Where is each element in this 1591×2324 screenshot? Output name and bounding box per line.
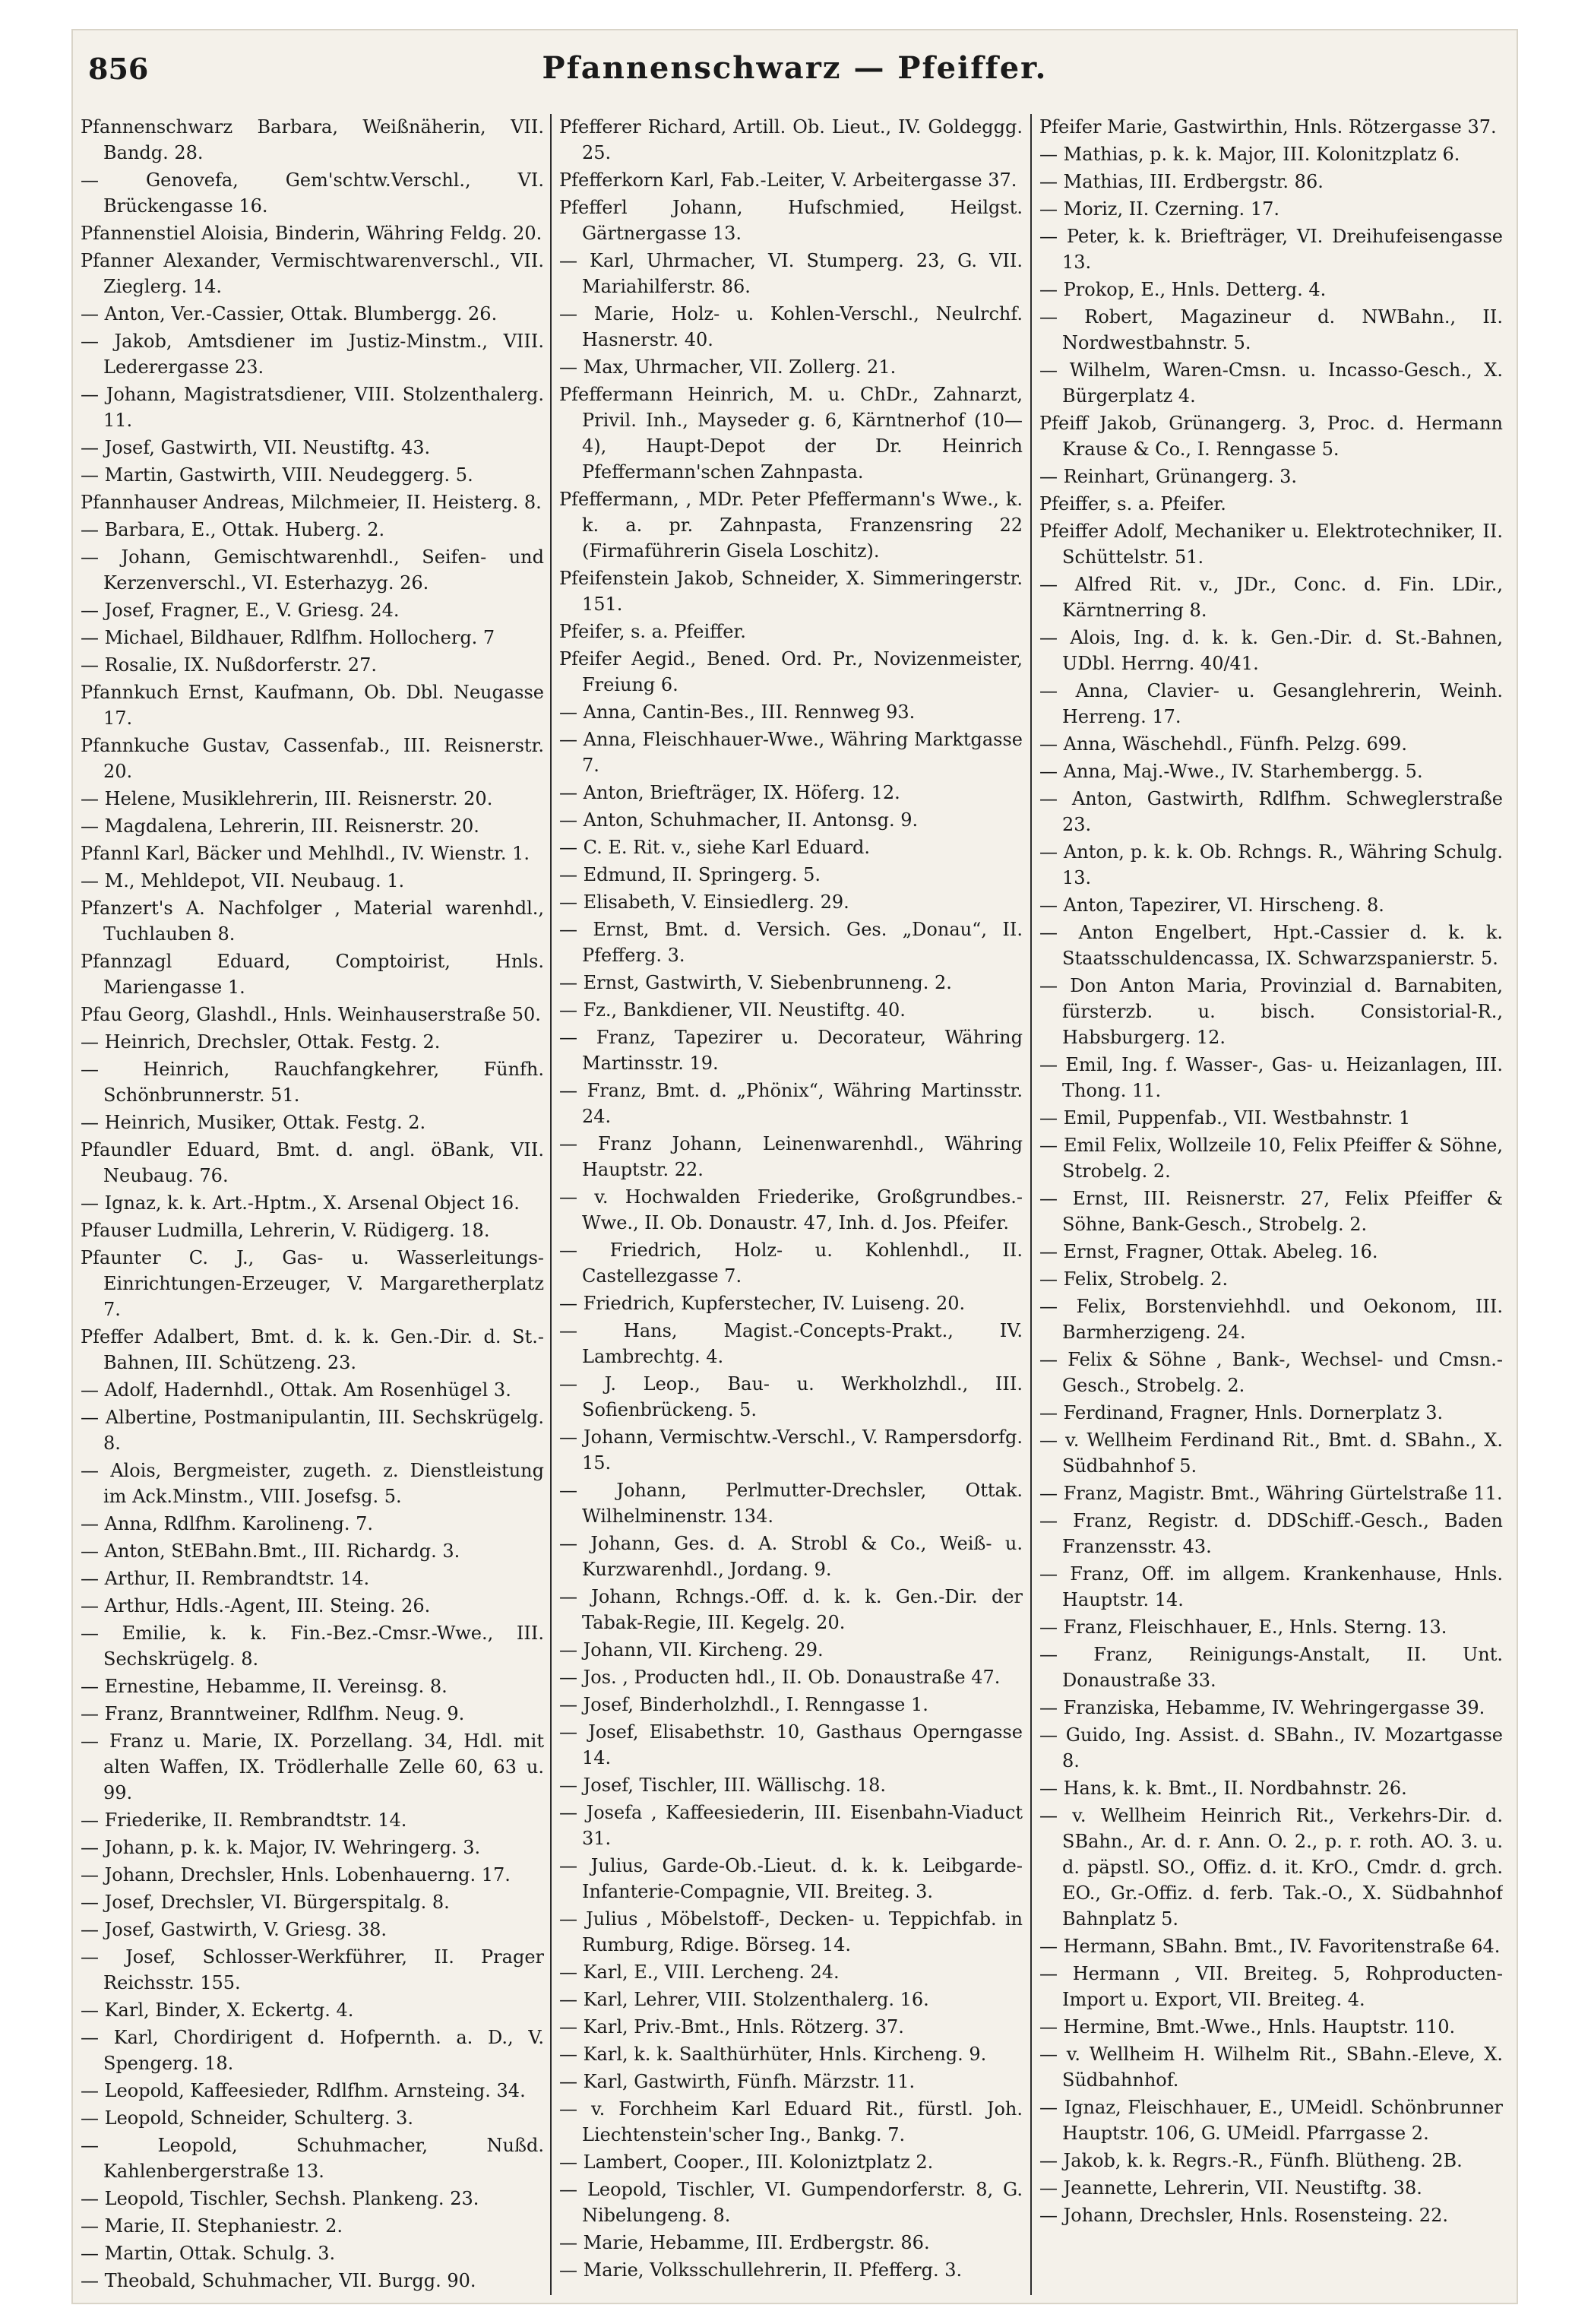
directory-entry: — Albertine, Postmanipulantin, III. Sechskrügelg. 8. (81, 1407, 544, 1454)
directory-entry: Pfaunter C. J., Gas- u. Wasserleitungs-Einrichtungen-Erzeuger, V. Margaretherplatz 7. (81, 1247, 544, 1320)
directory-entry: — Leopold, Schuhmacher, Nußd. Kahlenbergerstraße 13. (81, 2135, 544, 2182)
directory-entry: Pfanzert's A. Nachfolger , Material warenhdl., Tuchlauben 8. (81, 898, 544, 945)
directory-entry: — Franz, Off. im allgem. Krankenhause, Hnls. Hauptstr. 14. (1039, 1563, 1503, 1610)
directory-entry: — Martin, Ottak. Schulg. 3. (81, 2243, 336, 2264)
directory-entry: Pfefferl Johann, Hufschmied, Heilgst. Gärtnergasse 13. (559, 197, 1023, 244)
directory-entry: — Michael, Bildhauer, Rdlfhm. Hollocherg. 7 (81, 627, 495, 648)
directory-entry: — Johann, Gemischtwarenhdl., Seifen- und Kerzenverschl., VI. Esterhazyg. 26. (81, 546, 544, 594)
directory-entry: Pfannenstiel Aloisia, Binderin, Währing Feldg. 20. (81, 223, 542, 244)
directory-entry: — Robert, Magazineur d. NWBahn., II. Nordwestbahnstr. 5. (1039, 306, 1503, 353)
directory-entry: Pfannl Karl, Bäcker und Mehlhdl., IV. Wienstr. 1. (81, 843, 530, 864)
directory-entry: — Franz, Fleischhauer, E., Hnls. Sterng. 13. (1039, 1616, 1447, 1638)
directory-entry: — Anton Engelbert, Hpt.-Cassier d. k. k. Staatsschuldencassa, IX. Schwarzspanierstr. 5. (1039, 922, 1503, 969)
column-rule (1030, 114, 1032, 2295)
directory-entry: — v. Wellheim Ferdinand Rit., Bmt. d. SBahn., X. Südbahnhof 5. (1039, 1430, 1503, 1477)
directory-entry: — Jeannette, Lehrerin, VII. Neustiftg. 38. (1039, 2177, 1422, 2199)
directory-entry: — Felix, Borstenviehhdl. und Oekonom, III. Barmherzigeng. 24. (1039, 1296, 1503, 1343)
directory-entry: — Anna, Fleischhauer-Wwe., Währing Marktgasse 7. (559, 729, 1023, 776)
directory-entry: — Ernst, Fragner, Ottak. Abeleg. 16. (1039, 1241, 1378, 1262)
directory-page (73, 30, 1517, 2303)
directory-entry: — Jakob, k. k. Regrs.-R., Fünfh. Blütheng. 2B. (1039, 2150, 1463, 2171)
directory-entry: — Fz., Bankdiener, VII. Neustiftg. 40. (559, 999, 906, 1021)
directory-entry: — Emil Felix, Wollzeile 10, Felix Pfeiffer & Söhne, Strobelg. 2. (1039, 1135, 1503, 1182)
directory-entry: — Johann, Rchngs.-Off. d. k. k. Gen.-Dir. der Tabak-Regie, III. Kegelg. 20. (559, 1586, 1023, 1633)
directory-entry: — Marie, Hebamme, III. Erdbergstr. 86. (559, 2232, 930, 2253)
directory-entry: — Hermann, SBahn. Bmt., IV. Favoritenstraße 64. (1039, 1936, 1501, 1957)
directory-entry: — Felix & Söhne , Bank-, Wechsel- und Cmsn.-Gesch., Strobelg. 2. (1039, 1349, 1503, 1396)
directory-entry: — v. Forchheim Karl Eduard Rit., fürstl. Joh. Liechtenstein'scher Ing., Bankg. 7. (559, 2098, 1023, 2145)
directory-entry: — Johann, VII. Kircheng. 29. (559, 1639, 824, 1661)
directory-entry: — Johann, Magistratsdiener, VIII. Stolzenthalerg. 11. (81, 384, 544, 431)
directory-entry: — Hermine, Bmt.-Wwe., Hnls. Hauptstr. 110. (1039, 2016, 1456, 2037)
directory-entry: — Anton, StEBahn.Bmt., III. Richardg. 3. (81, 1540, 460, 1562)
directory-entry: — M., Mehldepot, VII. Neubaug. 1. (81, 870, 405, 891)
page-header (73, 30, 1517, 99)
directory-entry: — Franziska, Hebamme, IV. Wehringergasse 39. (1039, 1697, 1485, 1718)
directory-entry: Pfaundler Eduard, Bmt. d. angl. öBank, VII. Neubaug. 76. (81, 1139, 544, 1186)
directory-entry: — Friedrich, Kupferstecher, IV. Luiseng. 20. (559, 1293, 966, 1314)
directory-entry: — Marie, Volksschullehrerin, II. Pfefferg. 3. (559, 2259, 963, 2281)
directory-entry: — Franz, Registr. d. DDSchiff.-Gesch., Baden Franzensstr. 43. (1039, 1510, 1503, 1557)
directory-entry: — Heinrich, Drechsler, Ottak. Festg. 2. (81, 1031, 441, 1053)
directory-entry: — Felix, Strobelg. 2. (1039, 1268, 1229, 1290)
directory-entry: — Magdalena, Lehrerin, III. Reisnerstr. 20. (81, 815, 479, 837)
directory-entry: — Ernst, Gastwirth, V. Siebenbrunneng. 2. (559, 972, 952, 993)
directory-entry: — Marie, Holz- u. Kohlen-Verschl., Neulrchf. Hasnerstr. 40. (559, 303, 1023, 350)
directory-entry: — Karl, Priv.-Bmt., Hnls. Rötzerg. 37. (559, 2016, 904, 2037)
directory-entry: — Karl, E., VIII. Lercheng. 24. (559, 1961, 840, 1983)
directory-entry: — v. Hochwalden Friederike, Großgrundbes.-Wwe., II. Ob. Donaustr. 47, Inh. d. Jos. Pfeifer. (559, 1186, 1023, 1233)
directory-entry: Pfeifenstein Jakob, Schneider, X. Simmeringerstr. 151. (559, 568, 1023, 615)
directory-entry: Pfanner Alexander, Vermischtwarenverschl., VII. Zieglerg. 14. (81, 250, 544, 297)
directory-entry: — Leopold, Tischler, VI. Gumpendorferstr. 8, G. Nibelungeng. 8. (559, 2179, 1023, 2226)
directory-entry: — v. Wellheim Heinrich Rit., Verkehrs-Dir. d. SBahn., Ar. d. r. Ann. O. 2., p. r. roth. AO. 3. u. d. päpstl. SO., Offiz. d. it. KrO., Cmdr. d. grch. EO., Gr.-Offiz. d. ferb. Tak.-O., X. Südbahnhof Bahnplatz 5. (1039, 1805, 1503, 1930)
directory-entry: — Friedrich, Holz- u. Kohlenhdl., II. Castellezgasse 7. (559, 1240, 1023, 1287)
directory-entry: — Hans, Magist.-Concepts-Prakt., IV. Lambrechtg. 4. (559, 1320, 1023, 1367)
directory-entry: — Leopold, Schneider, Schulterg. 3. (81, 2107, 413, 2129)
directory-entry: — Karl, k. k. Saalthürhüter, Hnls. Kircheng. 9. (559, 2044, 987, 2065)
directory-entry: — Josef, Gastwirth, VII. Neustiftg. 43. (81, 437, 431, 458)
directory-entry: — Max, Uhrmacher, VII. Zollerg. 21. (559, 356, 897, 378)
directory-entry: — Prokop, E., Hnls. Detterg. 4. (1039, 279, 1327, 300)
directory-entry: Pfeffermann Heinrich, M. u. ChDr., Zahnarzt, Privil. Inh., Mayseder g. 6, Kärntnerhof (10—4), Haupt-Depot der Dr. Heinrich Pfeffermann'schen Zahnpasta. (559, 384, 1023, 483)
directory-entry: — Josef, Drechsler, VI. Bürgerspitalg. 8. (81, 1892, 450, 1913)
directory-entry: — Alfred Rit. v., JDr., Conc. d. Fin. LDir., Kärntnerring 8. (1039, 574, 1503, 621)
directory-entry: — Julius, Garde-Ob.-Lieut. d. k. k. Leibgarde-Infanterie-Compagnie, VII. Breiteg. 3. (559, 1855, 1023, 1902)
directory-entry: Pfeiff Jakob, Grünangerg. 3, Proc. d. Hermann Krause & Co., I. Renngasse 5. (1039, 413, 1503, 460)
column-2 (559, 114, 1023, 2295)
directory-entry: — Friederike, II. Rembrandtstr. 14. (81, 1809, 407, 1831)
directory-entry: — Heinrich, Musiker, Ottak. Festg. 2. (81, 1112, 426, 1133)
directory-entry: Pfannzagl Eduard, Comptoirist, Hnls. Mariengasse 1. (81, 951, 544, 998)
directory-entry: — Marie, II. Stephaniestr. 2. (81, 2215, 343, 2237)
directory-entry: — Josef, Binderholzhdl., I. Renngasse 1. (559, 1694, 928, 1715)
directory-entry: — Lambert, Cooper., III. Koloniztplatz 2. (559, 2151, 934, 2173)
directory-entry: — Theobald, Schuhmacher, VII. Burgg. 90. (81, 2270, 476, 2291)
directory-entry: — Franz, Branntweiner, Rdlfhm. Neug. 9. (81, 1703, 465, 1724)
directory-entry: — Franz, Bmt. d. „Phönix“, Währing Martinsstr. 24. (559, 1080, 1023, 1127)
directory-entry: — Barbara, E., Ottak. Huberg. 2. (81, 519, 385, 540)
directory-entry: Pfeifer Aegid., Bened. Ord. Pr., Novizenmeister, Freiung 6. (559, 648, 1023, 695)
directory-entry: — Jakob, Amtsdiener im Justiz-Minstm., VIII. Lederergasse 23. (81, 331, 544, 378)
directory-entry: Pfannkuch Ernst, Kaufmann, Ob. Dbl. Neugasse 17. (81, 682, 544, 729)
directory-entry: — Anton, Briefträger, IX. Höferg. 12. (559, 782, 900, 803)
directory-entry: — Josef, Schlosser-Werkführer, II. Prager Reichsstr. 155. (81, 1946, 544, 1993)
directory-entry: — Anton, Tapezirer, VI. Hirscheng. 8. (1039, 894, 1384, 916)
directory-entry: — Franz u. Marie, IX. Porzellang. 34, Hdl. mit alten Waffen, IX. Trödlerhalle Zelle 60, 63 u. 99. (81, 1730, 544, 1803)
directory-entry: — Ernst, Bmt. d. Versich. Ges. „Donau“, II. Pfefferg. 3. (559, 919, 1023, 966)
directory-entry: — Genovefa, Gem'schtw.Verschl., VI. Brückengasse 16. (81, 169, 544, 217)
directory-entry: Pfeifer, s. a. Pfeiffer. (559, 621, 746, 642)
directory-entry: — Anton, Schuhmacher, II. Antonsg. 9. (559, 809, 919, 831)
directory-entry: — Josef, Tischler, III. Wällischg. 18. (559, 1775, 886, 1796)
directory-entry: Pfannkuche Gustav, Cassenfab., III. Reisnerstr. 20. (81, 735, 544, 782)
directory-entry: — Ernestine, Hebamme, II. Vereinsg. 8. (81, 1676, 448, 1697)
directory-entry: — Franz Johann, Leinenwarenhdl., Währing Hauptstr. 22. (559, 1133, 1023, 1180)
columns (73, 114, 1517, 2295)
directory-entry: — Don Anton Maria, Provinzial d. Barnabiten, fürsterzb. u. bisch. Consistorial-R., Habsburgerg. 12. (1039, 975, 1503, 1048)
directory-entry: Pfannhauser Andreas, Milchmeier, II. Heisterg. 8. (81, 492, 542, 513)
directory-entry: — Anton, p. k. k. Ob. Rchngs. R., Währing Schulg. 13. (1039, 841, 1503, 888)
directory-entry: Pfefferer Richard, Artill. Ob. Lieut., IV. Goldeggg. 25. (559, 116, 1023, 163)
directory-entry: — Elisabeth, V. Einsiedlerg. 29. (559, 891, 849, 913)
directory-entry: — Anna, Cantin-Bes., III. Rennweg 93. (559, 701, 916, 723)
directory-entry: — Guido, Ing. Assist. d. SBahn., IV. Mozartgasse 8. (1039, 1724, 1503, 1771)
column-3 (1039, 114, 1503, 2295)
directory-entry: — Anna, Wäschehdl., Fünfh. Pelzg. 699. (1039, 733, 1407, 755)
directory-entry: — Anna, Rdlfhm. Karolineng. 7. (81, 1513, 374, 1534)
directory-entry: — Josefa , Kaffeesiederin, III. Eisenbahn-Viaduct 31. (559, 1802, 1023, 1849)
directory-entry: Pfannenschwarz Barbara, Weißnäherin, VII. Bandg. 28. (81, 116, 544, 163)
directory-entry: — Anton, Gastwirth, Rdlfhm. Schweglerstraße 23. (1039, 788, 1503, 835)
directory-entry: — Mathias, p. k. k. Major, III. Kolonitzplatz 6. (1039, 144, 1460, 165)
directory-entry: — Karl, Lehrer, VIII. Stolzenthalerg. 16. (559, 1989, 929, 2010)
directory-entry: — Arthur, II. Rembrandtstr. 14. (81, 1568, 370, 1589)
directory-entry: — Leopold, Kaffeesieder, Rdlfhm. Arnsteing. 34. (81, 2080, 526, 2101)
directory-entry: — Karl, Binder, X. Eckertg. 4. (81, 1999, 354, 2021)
directory-entry: Pfefferkorn Karl, Fab.-Leiter, V. Arbeitergasse 37. (559, 169, 1017, 191)
directory-entry: — Rosalie, IX. Nußdorferstr. 27. (81, 654, 377, 676)
directory-entry: — Anna, Clavier- u. Gesanglehrerin, Weinh. Herreng. 17. (1039, 680, 1503, 727)
directory-entry: Pfau Georg, Glashdl., Hnls. Weinhauserstraße 50. (81, 1004, 541, 1025)
directory-entry: — Wilhelm, Waren-Cmsn. u. Incasso-Gesch., X. Bürgerplatz 4. (1039, 359, 1503, 407)
directory-entry: Pfeffer Adalbert, Bmt. d. k. k. Gen.-Dir. d. St.-Bahnen, III. Schützeng. 23. (81, 1326, 544, 1373)
directory-entry: — Jos. , Producten hdl., II. Ob. Donaustraße 47. (559, 1667, 1001, 1688)
directory-entry: — Johann, Drechsler, Hnls. Rosensteing. 22. (1039, 2205, 1448, 2226)
directory-entry: — Johann, Vermischtw.-Verschl., V. Rampersdorfg. 15. (559, 1426, 1023, 1474)
directory-entry: — v. Wellheim H. Wilhelm Rit., SBahn.-Eleve, X. Südbahnhof. (1039, 2044, 1503, 2091)
directory-entry: — Hans, k. k. Bmt., II. Nordbahnstr. 26. (1039, 1778, 1407, 1799)
directory-entry: — Ignaz, k. k. Art.-Hptm., X. Arsenal Object 16. (81, 1192, 520, 1214)
directory-entry: Pfeifer Marie, Gastwirthin, Hnls. Rötzergasse 37. (1039, 116, 1497, 138)
directory-entry: — C. E. Rit. v., siehe Karl Eduard. (559, 837, 871, 858)
directory-entry: — Helene, Musiklehrerin, III. Reisnerstr. 20. (81, 788, 493, 809)
directory-entry: — Emil, Puppenfab., VII. Westbahnstr. 1 (1039, 1107, 1411, 1129)
directory-entry: — Leopold, Tischler, Sechsh. Plankeng. 23. (81, 2188, 479, 2209)
directory-entry: — Ignaz, Fleischhauer, E., UMeidl. Schönbrunner Hauptstr. 106, G. UMeidl. Pfarrgasse 2. (1039, 2097, 1503, 2144)
directory-entry: — Emil, Ing. f. Wasser-, Gas- u. Heizanlagen, III. Thong. 11. (1039, 1054, 1503, 1101)
running-head: Pfannenschwarz — Pfeiffer. (542, 50, 1048, 86)
directory-entry: — Josef, Gastwirth, V. Griesg. 38. (81, 1919, 387, 1940)
directory-entry: Pfauser Ludmilla, Lehrerin, V. Rüdigerg. 18. (81, 1220, 490, 1241)
directory-entry: — Peter, k. k. Briefträger, VI. Dreihufeisengasse 13. (1039, 226, 1503, 273)
directory-entry: — Franz, Reinigungs-Anstalt, II. Unt. Donaustraße 33. (1039, 1644, 1503, 1691)
directory-entry: — Anna, Maj.-Wwe., IV. Starhembergg. 5. (1039, 761, 1423, 782)
directory-entry: — Anton, Ver.-Cassier, Ottak. Blumbergg. 26. (81, 303, 498, 325)
column-rule (550, 114, 552, 2295)
directory-entry: — Martin, Gastwirth, VIII. Neudeggerg. 5. (81, 464, 473, 486)
directory-entry: — J. Leop., Bau- u. Werkholzhdl., III. Sofienbrückeng. 5. (559, 1373, 1023, 1420)
directory-entry: — Franz, Tapezirer u. Decorateur, Währing Martinsstr. 19. (559, 1027, 1023, 1074)
directory-entry: — Moriz, II. Czerning. 17. (1039, 198, 1279, 220)
directory-entry: — Mathias, III. Erdbergstr. 86. (1039, 171, 1324, 192)
directory-entry: — Alois, Bergmeister, zugeth. z. Dienstleistung im Ack.Minstm., VIII. Josefsg. 5. (81, 1460, 544, 1507)
directory-entry: — Johann, Ges. d. A. Strobl & Co., Weiß- u. Kurzwarenhdl., Jordang. 9. (559, 1533, 1023, 1580)
directory-entry: — Reinhart, Grünangerg. 3. (1039, 466, 1298, 487)
page-number: 856 (88, 52, 149, 86)
directory-entry: — Ferdinand, Fragner, Hnls. Dornerplatz 3. (1039, 1402, 1444, 1423)
directory-entry: — Edmund, II. Springerg. 5. (559, 864, 821, 885)
directory-entry: — Johann, Drechsler, Hnls. Lobenhauerng. 17. (81, 1864, 511, 1885)
directory-entry: — Johann, Perlmutter-Drechsler, Ottak. Wilhelminenstr. 134. (559, 1480, 1023, 1527)
directory-entry: Pfeffermann, , MDr. Peter Pfeffermann's Wwe., k. k. a. pr. Zahnpasta, Franzensring 22 (Firmaführerin Gisela Loschitz). (559, 489, 1023, 562)
directory-entry: — Karl, Gastwirth, Fünfh. Märzstr. 11. (559, 2071, 916, 2092)
directory-entry: Pfeiffer Adolf, Mechaniker u. Elektrotechniker, II. Schüttelstr. 51. (1039, 521, 1503, 568)
directory-entry: — Ernst, III. Reisnerstr. 27, Felix Pfeiffer & Söhne, Bank-Gesch., Strobelg. 2. (1039, 1188, 1503, 1235)
directory-entry: — Franz, Magistr. Bmt., Währing Gürtelstraße 11. (1039, 1483, 1503, 1504)
directory-entry: — Josef, Fragner, E., V. Griesg. 24. (81, 600, 400, 621)
directory-entry: — Heinrich, Rauchfangkehrer, Fünfh. Schönbrunnerstr. 51. (81, 1059, 544, 1106)
directory-entry: — Hermann , VII. Breiteg. 5, Rohproducten-Import u. Export, VII. Breiteg. 4. (1039, 1963, 1503, 2010)
directory-entry: — Karl, Uhrmacher, VI. Stumperg. 23, G. VII. Mariahilferstr. 86. (559, 250, 1023, 297)
column-1 (81, 114, 544, 2295)
directory-entry: Pfeiffer, s. a. Pfeifer. (1039, 493, 1226, 515)
directory-entry: — Julius , Möbelstoff-, Decken- u. Teppichfab. in Rumburg, Rdige. Börseg. 14. (559, 1908, 1023, 1955)
directory-entry: — Alois, Ing. d. k. k. Gen.-Dir. d. St.-Bahnen, UDbl. Herrng. 40/41. (1039, 627, 1503, 674)
directory-entry: — Arthur, Hdls.-Agent, III. Steing. 26. (81, 1595, 431, 1616)
directory-entry: — Josef, Elisabethstr. 10, Gasthaus Operngasse 14. (559, 1721, 1023, 1768)
directory-entry: — Karl, Chordirigent d. Hofpernth. a. D., V. Spengerg. 18. (81, 2027, 544, 2074)
directory-entry: — Emilie, k. k. Fin.-Bez.-Cmsr.-Wwe., III. Sechskrügelg. 8. (81, 1623, 544, 1670)
directory-entry: — Adolf, Hadernhdl., Ottak. Am Rosenhügel 3. (81, 1379, 511, 1401)
directory-entry: — Johann, p. k. k. Major, IV. Wehringerg. 3. (81, 1837, 481, 1858)
